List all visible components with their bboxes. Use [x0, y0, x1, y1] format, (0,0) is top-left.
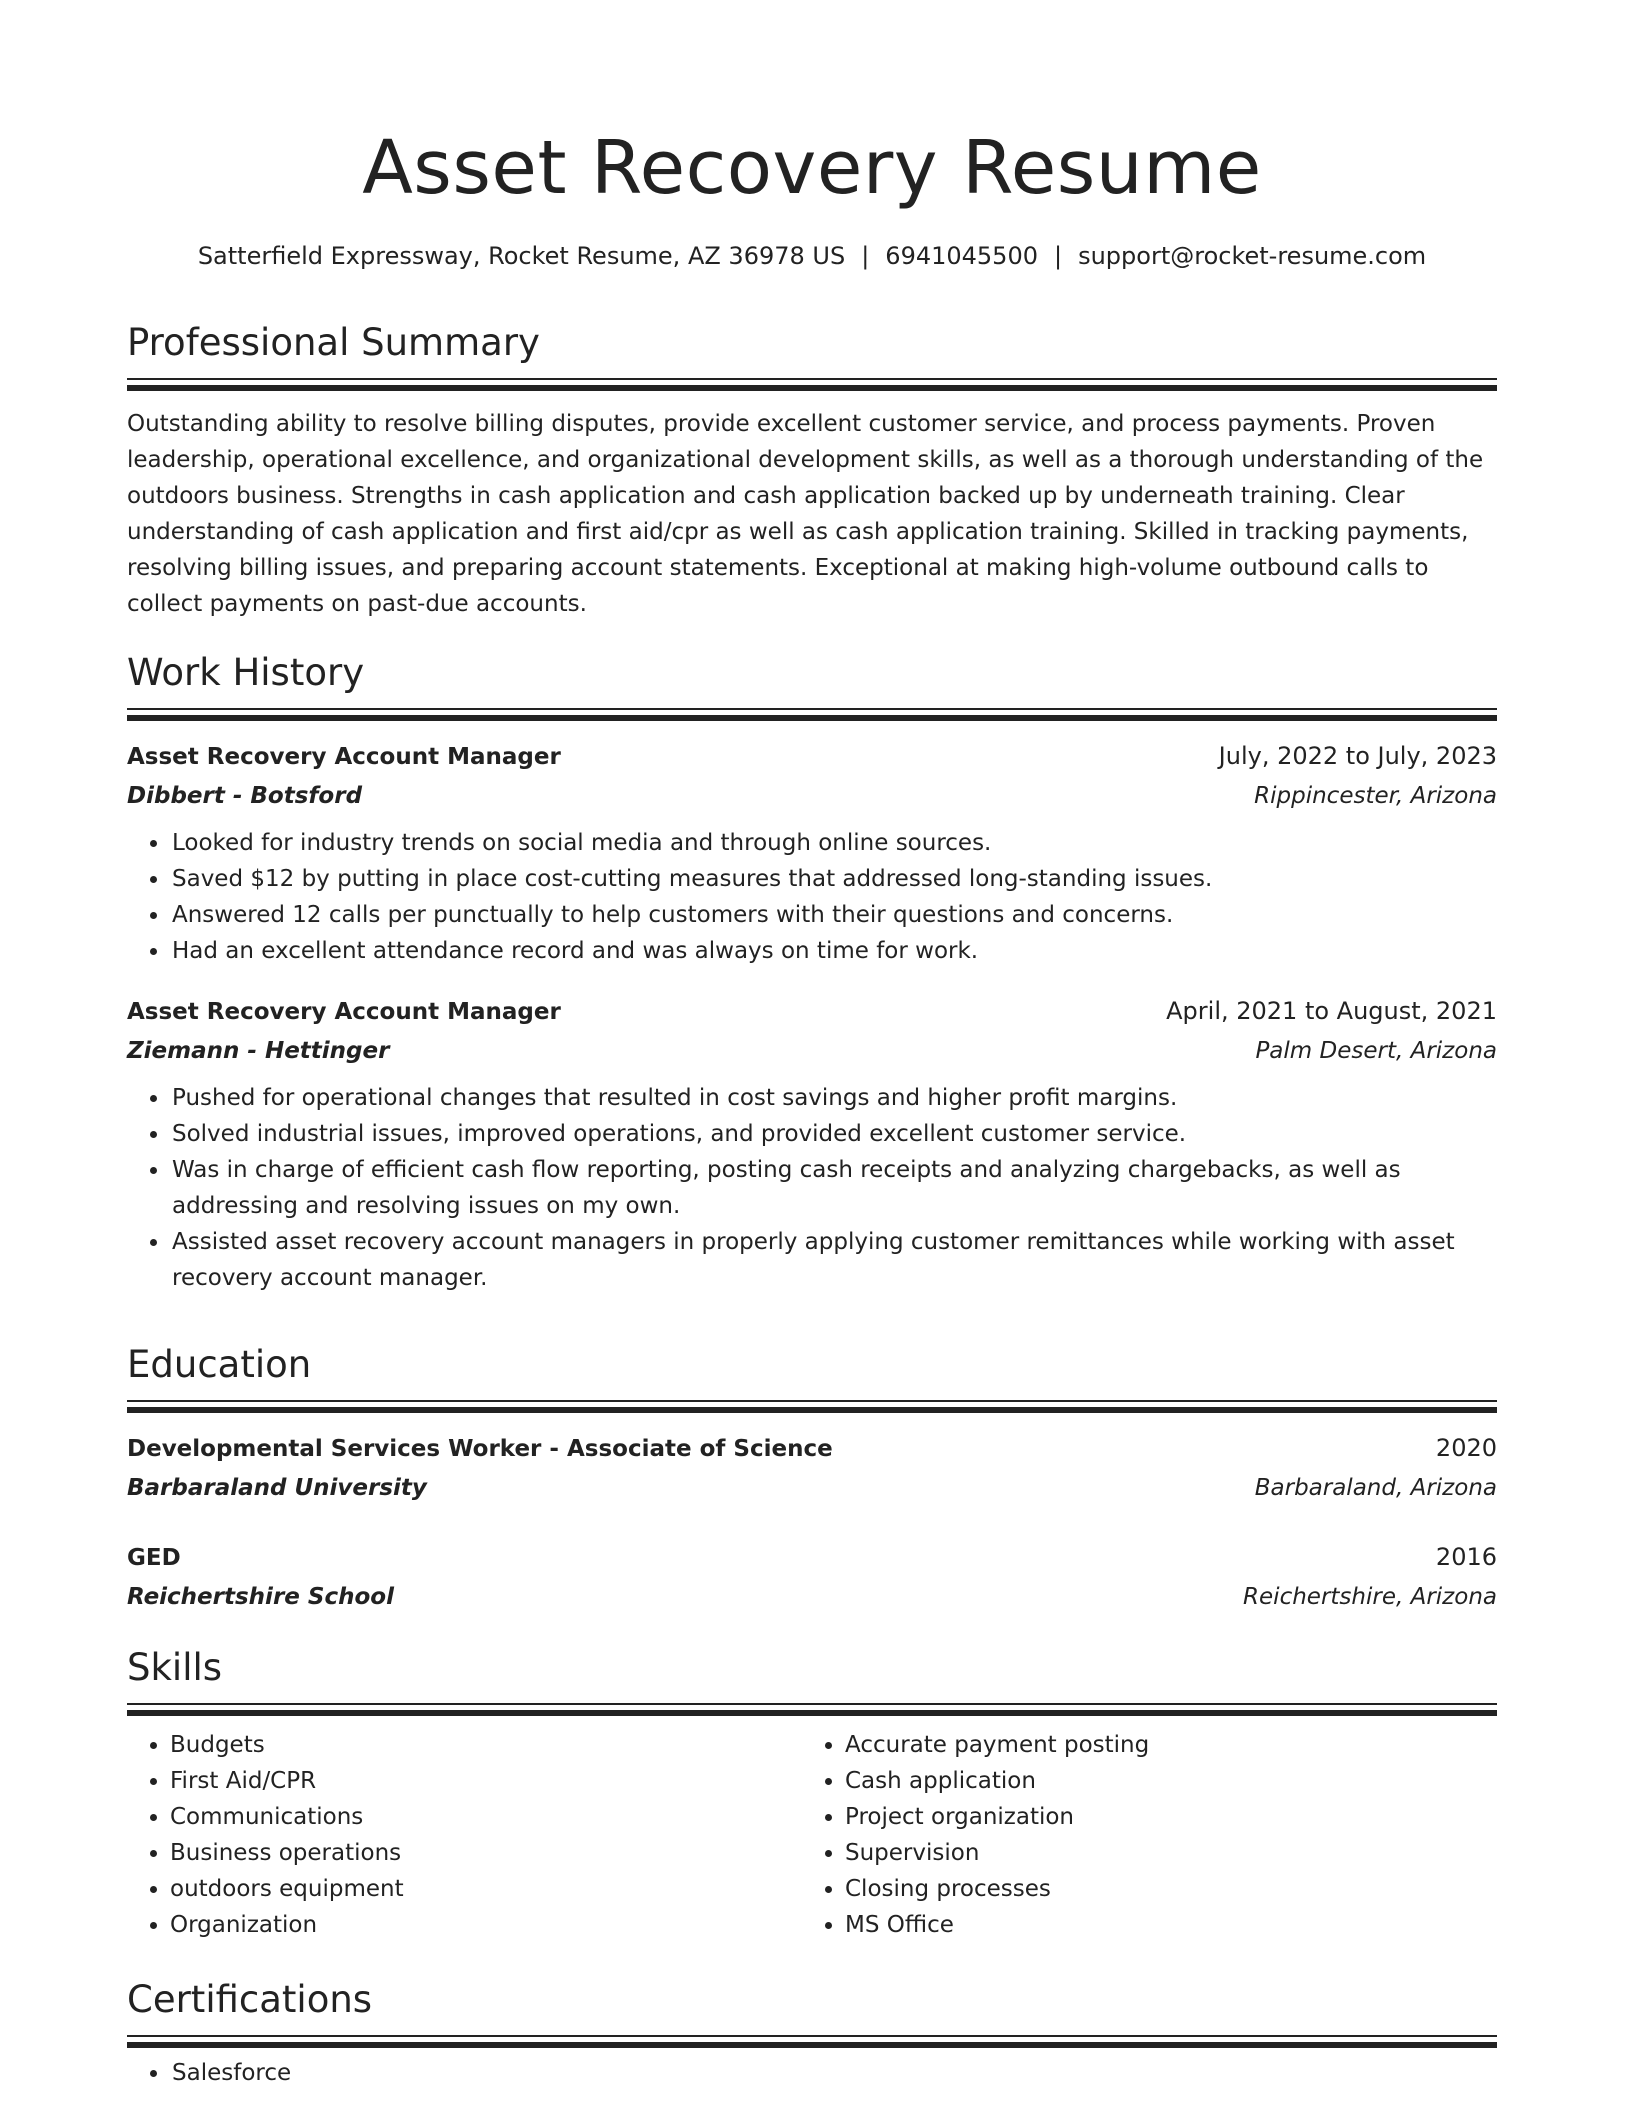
skill-item: • Project organization: [845, 1799, 1477, 1835]
skills-list-left: [127, 1727, 802, 1943]
summary-section: [127, 318, 1497, 622]
job-dates: April, 2021 to August, 2021: [1166, 997, 1497, 1025]
certifications-heading: Certifications: [127, 1978, 373, 2021]
skill-item: • Closing processes: [845, 1871, 1477, 1907]
job-location: Palm Desert, Arizona: [1255, 1038, 1497, 1064]
job-bullet: • Saved $12 by putting in place cost-cutting measures that addressed long-standing issues.: [170, 861, 1497, 897]
job-entry: [127, 736, 1497, 969]
section-divider: [127, 1703, 1497, 1717]
skills-list-right: [802, 1727, 1477, 1943]
job-dates: July, 2022 to July, 2023: [1218, 742, 1497, 770]
section-divider: [127, 378, 1497, 392]
job-bullet: • Had an excellent attendance record and was always on time for work.: [170, 933, 1497, 969]
section-divider: [127, 1400, 1497, 1414]
skills-section: [127, 1643, 1497, 1943]
contact-line: [127, 238, 1497, 274]
job-bullet: • Assisted asset recovery account managers in properly applying customer remittances while working with asset recovery account manager.: [170, 1224, 1497, 1296]
education-heading: Education: [127, 1343, 312, 1386]
job-location: Rippincester, Arizona: [1254, 783, 1497, 809]
education-year: 2020: [1435, 1434, 1497, 1462]
contact-phone: 6941045500: [885, 242, 1038, 270]
contact-separator: |: [1054, 242, 1063, 270]
work-history-heading: Work History: [127, 651, 365, 694]
section-divider: [127, 708, 1497, 722]
job-bullet: • Pushed for operational changes that resulted in cost savings and higher profit margins.: [170, 1080, 1497, 1116]
skills-heading: Skills: [127, 1646, 223, 1689]
job-title: Asset Recovery Account Manager: [127, 999, 561, 1025]
job-entry: [127, 991, 1497, 1296]
education-location: Reichertshire, Arizona: [1243, 1584, 1497, 1610]
skill-item: • Communications: [170, 1799, 802, 1835]
education-entry: [127, 1537, 1497, 1616]
contact-email: support@rocket-resume.com: [1078, 242, 1427, 270]
resume-title: Asset Recovery Resume: [362, 125, 1262, 211]
job-title: Asset Recovery Account Manager: [127, 744, 561, 770]
skill-item: • outdoors equipment: [170, 1871, 802, 1907]
education-section: [127, 1340, 1497, 1616]
education-degree: Developmental Services Worker - Associate of Science: [127, 1436, 833, 1462]
job-bullet: • Was in charge of efficient cash flow reporting, posting cash receipts and analyzing chargebacks, as well as addressing and resolving issues on my own.: [170, 1152, 1497, 1224]
job-company: Ziemann - Hettinger: [127, 1038, 390, 1064]
certification-item: • Salesforce: [170, 2055, 1497, 2091]
job-bullets: [127, 1080, 1497, 1296]
skill-item: • Supervision: [845, 1835, 1477, 1871]
skill-item: • Budgets: [170, 1727, 802, 1763]
skill-item: • Business operations: [170, 1835, 802, 1871]
certifications-section: [127, 1975, 1497, 2091]
work-history-section: [127, 648, 1497, 1296]
job-bullet: • Looked for industry trends on social media and through online sources.: [170, 825, 1497, 861]
job-bullet: • Answered 12 calls per punctually to help customers with their questions and concerns.: [170, 897, 1497, 933]
skill-item: • Organization: [170, 1907, 802, 1943]
job-bullets: [127, 825, 1497, 969]
education-school: Reichertshire School: [127, 1584, 394, 1610]
certifications-list: [127, 2055, 1497, 2091]
skill-item: • MS Office: [845, 1907, 1477, 1943]
job-company: Dibbert - Botsford: [127, 783, 363, 809]
job-bullet: • Solved industrial issues, improved operations, and provided excellent customer service.: [170, 1116, 1497, 1152]
education-school: Barbaraland University: [127, 1475, 427, 1501]
skill-item: • Accurate payment posting: [845, 1727, 1477, 1763]
contact-address: Satterfield Expressway, Rocket Resume, AZ 36978 US: [197, 242, 846, 270]
education-location: Barbaraland, Arizona: [1254, 1475, 1497, 1501]
education-entry: [127, 1428, 1497, 1507]
education-year: 2016: [1435, 1543, 1497, 1571]
education-degree: GED: [127, 1545, 181, 1571]
skill-item: • Cash application: [845, 1763, 1477, 1799]
contact-separator: |: [861, 242, 870, 270]
skills-columns: [127, 1717, 1497, 1943]
summary-heading: Professional Summary: [127, 321, 540, 364]
summary-text: Outstanding ability to resolve billing disputes, provide excellent customer service, and process payments. Proven leadership, operational excellence, and organizational development skills, as well as a thorough understanding of the outdoors business. Strengths in cash application and cash application backed up by underneath training. Clear understanding of cash application and first aid/cpr as well as cash application training. Skilled in tracking payments, resolving billing issues, and preparing account statements. Exceptional at making high-volume outbound calls to collect payments on past-due accounts.: [127, 411, 1484, 617]
section-divider: [127, 2035, 1497, 2049]
skill-item: • First Aid/CPR: [170, 1763, 802, 1799]
